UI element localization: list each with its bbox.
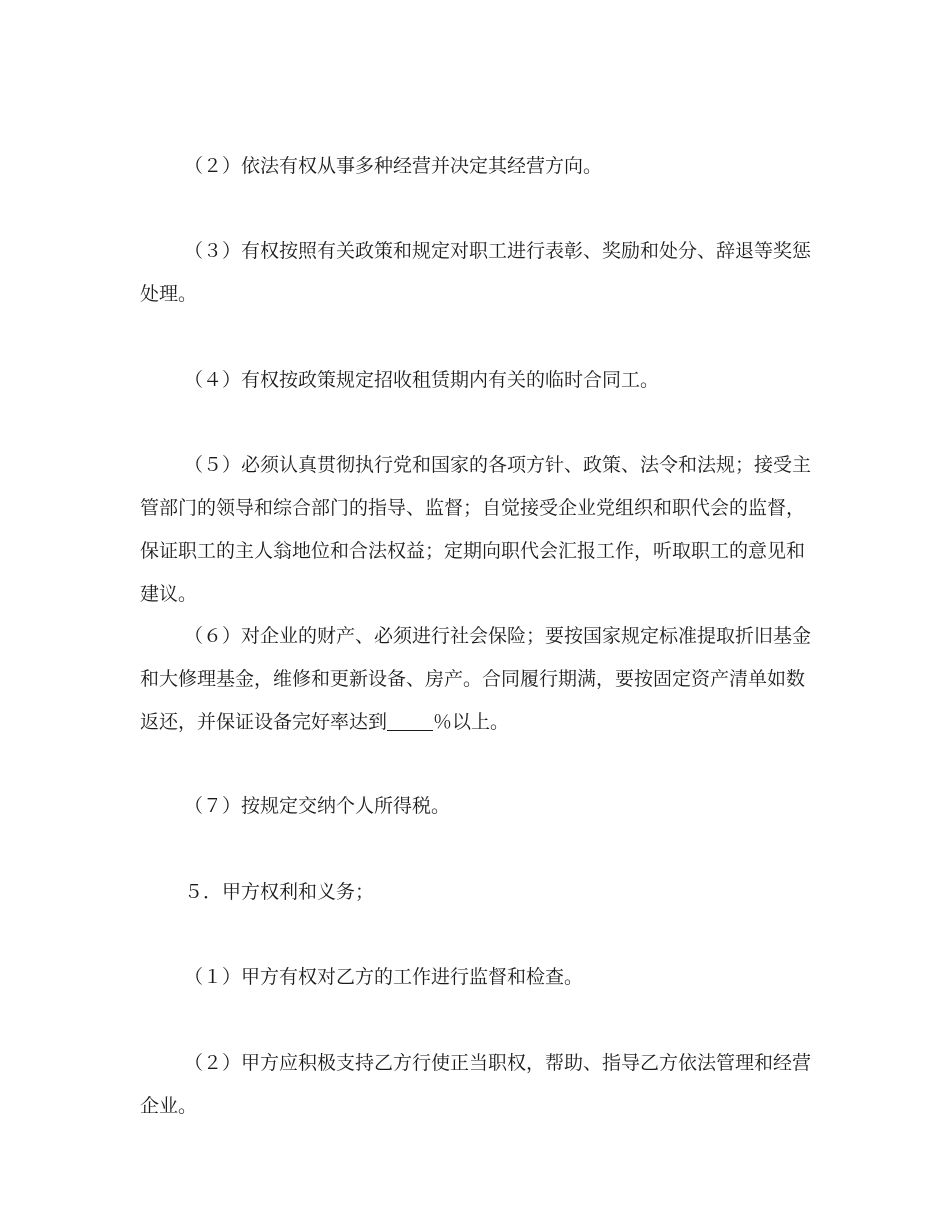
paragraph-lessee-right-2: （２）依法有权从事多种经营并决定其经营方向。 [184, 155, 603, 177]
paragraph-lessee-right-3: （３）有权按照有关政策和规定对职工进行表彰、奖励和处分、辞退等奖惩处理。 [140, 240, 812, 305]
section-heading-party-a: ５．甲方权利和义务； [184, 881, 375, 903]
fill-in-blank [387, 710, 433, 731]
paragraph-lessee-right-4: （４）有权按政策规定招收租赁期内有关的临时合同工。 [184, 369, 660, 391]
paragraph-lessee-duty-6 [140, 615, 820, 744]
paragraph-party-a-1: （１）甲方有权对乙方的工作进行监督和检查。 [184, 966, 584, 988]
paragraph-lessee-duty-7: （７）按规定交纳个人所得税。 [184, 795, 451, 817]
paragraph-6-text-before: （６）对企业的财产、必须进行社会保险；要按国家规定标准提取折旧基金和大修理基金，维修和更新设备、房产。合同履行期满，要按固定资产清单如数返还，并保证设备完好率达到 [140, 625, 812, 733]
paragraph-party-a-2: （２）甲方应积极支持乙方行使正当职权，帮助、指导乙方依法管理和经营企业。 [140, 1052, 812, 1117]
paragraph-lessee-duty-5: （５）必须认真贯彻执行党和国家的各项方针、政策、法令和法规；接受主管部门的领导和综合部门的指导、监督；自觉接受企业党组织和职代会的监督，保证职工的主人翁地位和合法权益；定期向职代会汇报工作，听取职工的意见和建议。 [140, 454, 812, 605]
paragraph-6-text-after: ％以上。 [433, 711, 510, 733]
